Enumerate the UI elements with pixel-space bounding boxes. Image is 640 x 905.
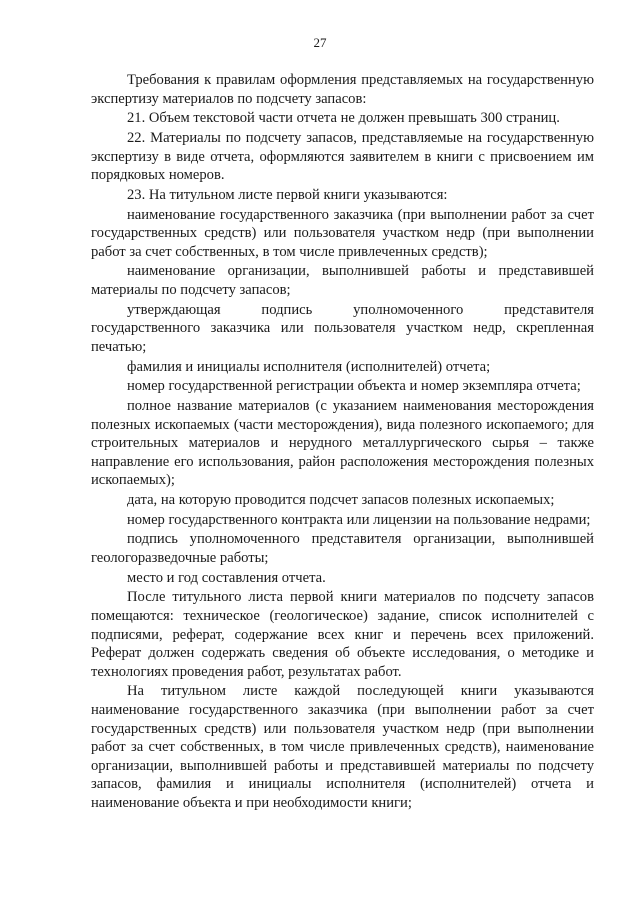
paragraph: На титульном листе каждой последующей книги указываются наименование государственного заказчика (при выполнении работ за счет государственных средств) или пользователя участком недр (при выполнении работ за счет собственных, в том числе привлеченных средств), наименование организации, выполнившей работы и представившей материалы по подсчету запасов, фамилия и инициалы исполнителя (исполнителей) отчета и наименование объекта и при необходимости книги; — [91, 683, 594, 811]
paragraph: 22. Материалы по подсчету запасов, представляемые на государственную экспертизу в виде отчета, оформляются заявителем в книги с присвоением им порядковых номеров. — [91, 129, 594, 184]
paragraph: наименование государственного заказчика (при выполнении работ за счет государственных средств) или пользователя участком недр (при выполнении работ за счет собственных, в том числе привлеченных средств); — [91, 206, 594, 260]
paragraph: полное название материалов (с указанием наименования месторождения полезных ископаемых (части месторождения), вида полезного ископаемого; для строительных материалов и нерудного металлургического сырья – также направление его использования, район расположения месторождения полезных ископаемых); — [91, 397, 594, 489]
paragraph: наименование организации, выполнившей работы и представившей материалы по подсчету запасов; — [91, 263, 594, 298]
paragraph: 21. Объем текстовой части отчета не должен превышать 300 страниц. — [127, 110, 560, 127]
paragraph: фамилия и инициалы исполнителя (исполнителей) отчета; — [127, 358, 491, 375]
paragraph: 23. На титульном листе первой книги указываются: — [127, 186, 448, 203]
page-number: 27 — [313, 35, 327, 50]
paragraph: После титульного листа первой книги материалов по подсчету запасов помещаются: техническое (геологическое) задание, список исполнителей с подписями, реферат, содержание всех книг и перечень всех приложений. Реферат должен содержать сведения об объекте исследования, о методике и технологиях проведения работ, результатах работ. — [91, 589, 594, 680]
paragraph: номер государственной регистрации объекта и номер экземпляра отчета; — [127, 378, 581, 395]
paragraph: подпись уполномоченного представителя организации, выполнившей геологоразведочные работы; — [91, 531, 594, 566]
paragraph: место и год составления отчета. — [127, 569, 326, 586]
paragraph: утверждающая подпись уполномоченного представителя государственного заказчика или пользователя участком недр, скрепленная печатью; — [91, 301, 594, 355]
paragraph: Требования к правилам оформления представляемых на государственную экспертизу материалов по подсчету запасов: — [91, 72, 594, 107]
paragraph: номер государственного контракта или лицензии на пользование недрами; — [127, 511, 591, 528]
paragraph: дата, на которую проводится подсчет запасов полезных ископаемых; — [127, 492, 555, 508]
document-body — [91, 71, 594, 814]
